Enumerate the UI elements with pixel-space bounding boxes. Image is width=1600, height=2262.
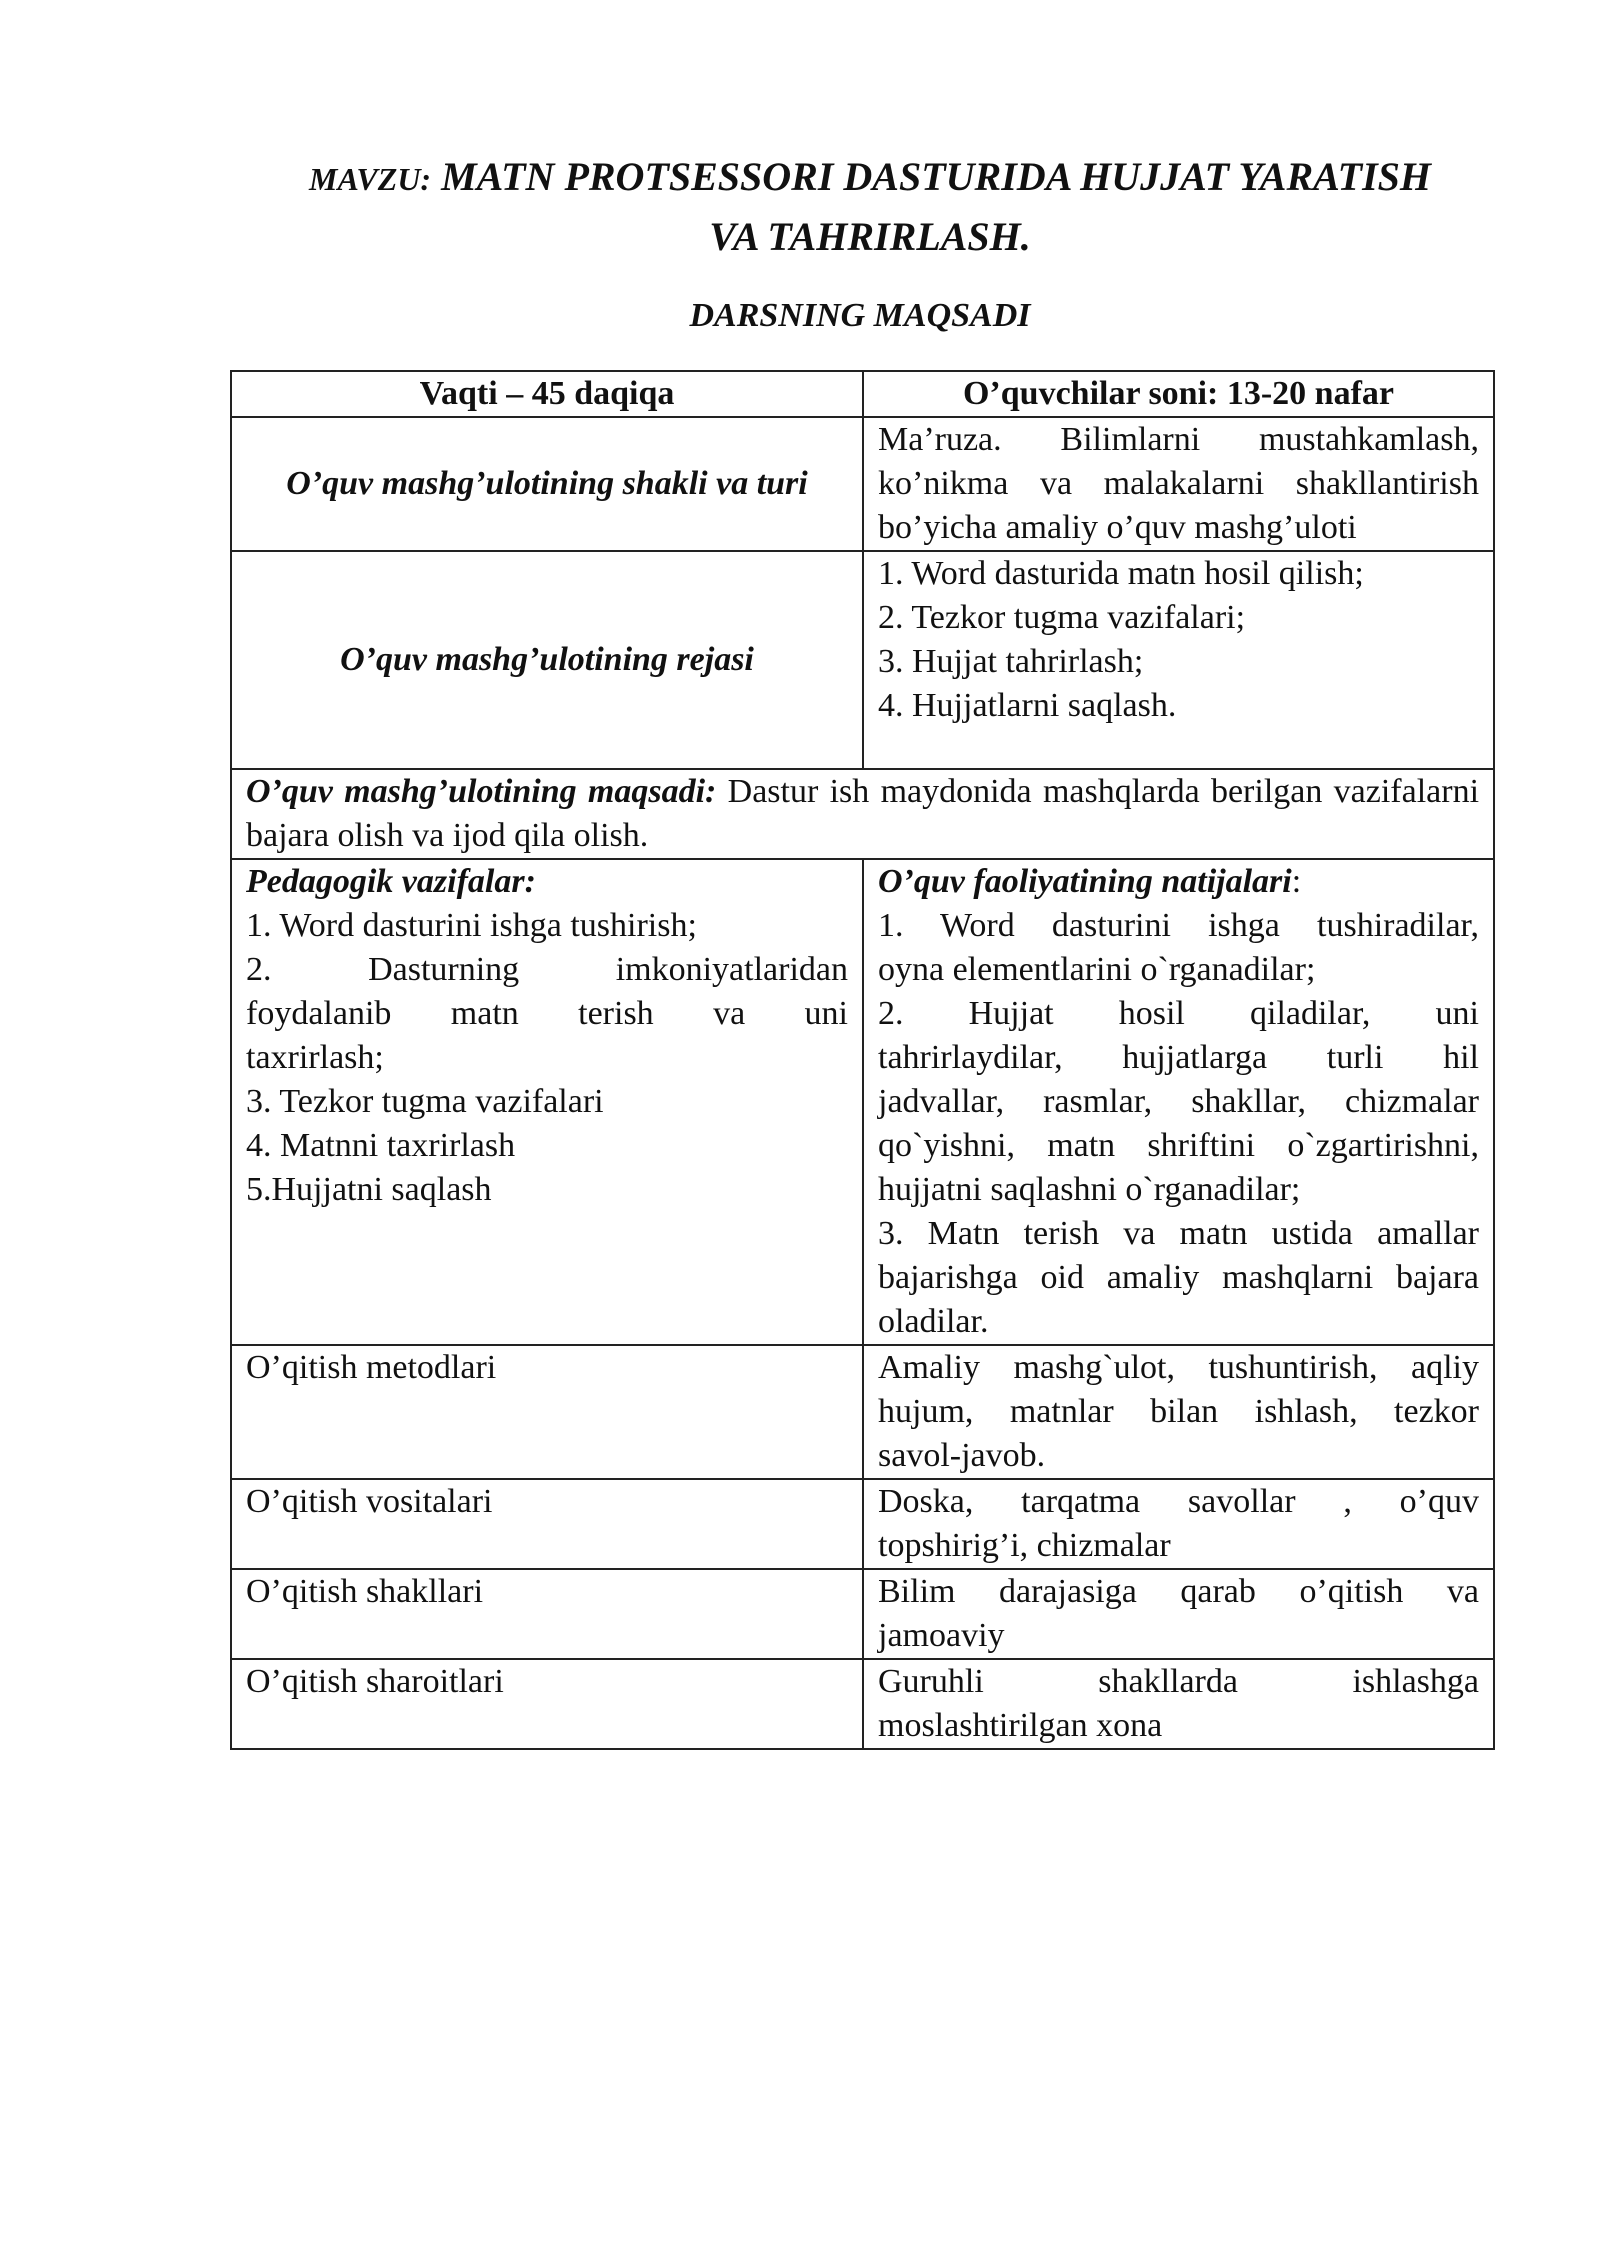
text-line: 2. Hujjat hosil qiladilar, uni bbox=[878, 995, 1479, 1032]
text-line: hujum, matnlar bilan ishlash, tezkor bbox=[878, 1393, 1479, 1430]
goal-cell bbox=[231, 769, 1494, 859]
text-line: jadvallar, rasmlar, shakllar, chizmalar bbox=[878, 1083, 1479, 1120]
title-line-2: VA TAHRIRLASH. bbox=[709, 214, 1031, 259]
methods-label: O’qitish metodlari bbox=[231, 1345, 863, 1479]
list-item: foydalanib matn terish va uni bbox=[246, 995, 848, 1032]
forms-label: O’qitish shakllari bbox=[231, 1569, 863, 1659]
learning-outcomes-title: O’quv faoliyatining natijalari bbox=[878, 863, 1292, 900]
form-type-label: O’quv mashg’ulotining shakli va turi bbox=[231, 417, 863, 551]
methods-value bbox=[863, 1345, 1494, 1479]
text-line: bo’yicha amaliy o’quv mashg’uloti bbox=[878, 509, 1357, 546]
list-item: 3. Hujjat tahrirlash; bbox=[878, 643, 1144, 680]
text-line: oladilar. bbox=[878, 1303, 989, 1340]
header-row bbox=[231, 371, 1494, 417]
table-row bbox=[231, 1479, 1494, 1569]
document-title bbox=[220, 148, 1520, 266]
text-line: Ma’ruza. Bilimlarni mustahkamlash, bbox=[878, 421, 1479, 458]
list-item: 2. Dasturning imkoniyatlaridan bbox=[246, 951, 848, 988]
plan-label: O’quv mashg’ulotining rejasi bbox=[231, 551, 863, 769]
plan-list bbox=[863, 551, 1494, 769]
title-line-1: MATN PROTSESSORI DASTURIDA HUJJAT YARATISH bbox=[441, 154, 1431, 199]
text-line: Guruhli shakllarda ishlashga bbox=[878, 1663, 1479, 1700]
conditions-label: O’qitish sharoitlari bbox=[231, 1659, 863, 1749]
goal-label: O’quv mashg’ulotining maqsadi: bbox=[246, 773, 717, 810]
duration-header: Vaqti – 45 daqiqa bbox=[231, 371, 863, 417]
text-line: hujjatni saqlashni o`rganadilar; bbox=[878, 1171, 1301, 1208]
form-type-value bbox=[863, 417, 1494, 551]
lesson-plan-table bbox=[230, 370, 1495, 1750]
forms-value bbox=[863, 1569, 1494, 1659]
text-line: 3. Matn terish va matn ustida amallar bbox=[878, 1215, 1479, 1252]
goal-text: Dastur ish maydonida mashqlarda berilgan vazifalarni bajara olish va ijod qila olish. bbox=[246, 773, 1480, 854]
text-line: Doska, tarqatma savollar , o’quv bbox=[878, 1483, 1479, 1520]
table-row bbox=[231, 1569, 1494, 1659]
text-line: Bilim darajasiga qarab o’qitish va bbox=[878, 1573, 1479, 1610]
learning-outcomes-heading bbox=[878, 860, 1479, 904]
text-line: bajarishga oid amaliy mashqlarni bajara bbox=[878, 1259, 1479, 1296]
table-row bbox=[231, 1345, 1494, 1479]
table-row bbox=[231, 417, 1494, 551]
students-header: O’quvchilar soni: 13-20 nafar bbox=[863, 371, 1494, 417]
title-label: MAVZU: bbox=[309, 161, 432, 197]
text-line: 1. Word dasturini ishga tushiradilar, bbox=[878, 907, 1479, 944]
tools-value bbox=[863, 1479, 1494, 1569]
text-line: qo`yishni, matn shriftini o`zgartirishni, bbox=[878, 1127, 1479, 1164]
text-line: ko’nikma va malakalarni shakllantirish bbox=[878, 465, 1479, 502]
list-item: 4. Hujjatlarni saqlash. bbox=[878, 687, 1177, 724]
table-row bbox=[231, 769, 1494, 859]
list-item: 1. Word dasturini ishga tushirish; bbox=[246, 907, 697, 944]
tools-label: O’qitish vositalari bbox=[231, 1479, 863, 1569]
table-row bbox=[231, 1659, 1494, 1749]
list-item: taxrirlash; bbox=[246, 1039, 384, 1076]
text-line: oyna elementlarini o`rganadilar; bbox=[878, 951, 1316, 988]
pedagogical-tasks bbox=[231, 859, 863, 1345]
list-item: 4. Matnni taxrirlash bbox=[246, 1127, 516, 1164]
list-item: 5.Hujjatni saqlash bbox=[246, 1171, 492, 1208]
list-item: 1. Word dasturida matn hosil qilish; bbox=[878, 555, 1364, 592]
learning-outcomes bbox=[863, 859, 1494, 1345]
text-line: savol-javob. bbox=[878, 1437, 1046, 1474]
text-line: topshirig’i, chizmalar bbox=[878, 1527, 1171, 1564]
pedagogical-tasks-title: Pedagogik vazifalar: bbox=[246, 863, 536, 900]
list-item: 3. Tezkor tugma vazifalari bbox=[246, 1083, 604, 1120]
text-line: tahrirlaydilar, hujjatlarga turli hil bbox=[878, 1039, 1479, 1076]
text-line: jamoaviy bbox=[878, 1617, 1005, 1654]
learning-outcomes-colon: : bbox=[1291, 863, 1302, 900]
table-row bbox=[231, 859, 1494, 1345]
table-row bbox=[231, 551, 1494, 769]
text-line: Amaliy mashg`ulot, tushuntirish, aqliy bbox=[878, 1349, 1479, 1386]
conditions-value bbox=[863, 1659, 1494, 1749]
list-item: 2. Tezkor tugma vazifalari; bbox=[878, 599, 1246, 636]
section-heading: DARSNING MAQSADI bbox=[689, 297, 1031, 334]
text-line: moslashtirilgan xona bbox=[878, 1707, 1163, 1744]
